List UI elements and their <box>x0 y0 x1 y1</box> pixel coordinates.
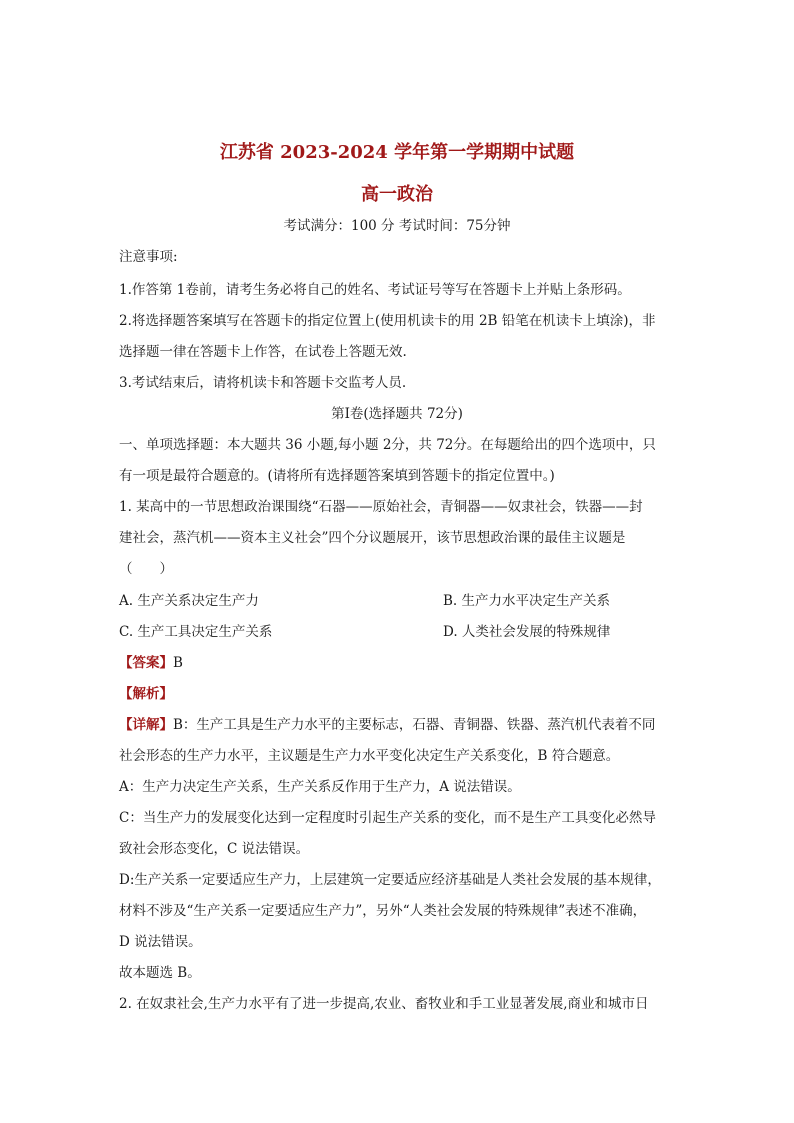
answer-value: B <box>173 655 183 671</box>
section-intro-line-1: 一、单项选择题：本大题共 36 小题,每小题 2分，共 72分。在每题给出的四个选项中，只 <box>119 437 656 453</box>
note-item-2-line-2: 选择题一律在答题卡上作答，在试卷上答题无效. <box>119 344 407 360</box>
q1-c-explanation-line-2: 致社会形态变化，C 说法错误。 <box>119 841 310 857</box>
q1-conclusion: 故本题选 B。 <box>119 965 201 981</box>
q1-stem-line-3: （ ） <box>119 561 173 577</box>
q1-stem-line-2: 建社会，蒸汽机——资本主义社会”四个分议题展开，该节思想政治课的最佳主议题是 <box>119 530 626 546</box>
q1-a-explanation: A：生产力决定生产关系，生产关系反作用于生产力，A 说法错误。 <box>119 779 521 795</box>
q1-answer <box>119 653 679 673</box>
q1-c-explanation-line-1: C：当生产力的发展变化达到一定程度时引起生产关系的变化，而不是生产工具变化必然导 <box>119 810 656 826</box>
q1-stem-line-1: 1. 某高中的一节思想政治课围绕“石器——原始社会，青铜器——奴隶社会，铁器——封 <box>119 499 643 515</box>
exam-title: 江苏省 2023-2024 学年第一学期期中试题 <box>219 142 575 163</box>
q1-option-c: C. 生产工具决定生产关系 <box>119 624 273 640</box>
section-intro-line-2: 有一项是最符合题意的。(请将所有选择题答案填到答题卡的指定位置中。) <box>119 468 555 484</box>
q1-option-b: B. 生产力水平决定生产关系 <box>443 593 611 609</box>
section-title: 第Ⅰ卷(选择题共 72分) <box>331 406 463 422</box>
q1-detail-line-2: 社会形态的生产力水平，主议题是生产力水平变化决定生产关系变化，B 符合题意。 <box>119 748 620 764</box>
analysis-label: 【解析】 <box>119 686 173 702</box>
q1-option-d: D. 人类社会发展的特殊规律 <box>443 624 611 640</box>
q1-option-a: A. 生产关系决定生产力 <box>119 593 259 609</box>
q1-detail-line-1 <box>119 715 679 735</box>
answer-label: 【答案】 <box>119 655 173 671</box>
exam-info: 考试满分：100 分 考试时间：75分钟 <box>283 218 511 234</box>
q1-analysis-heading <box>119 684 679 704</box>
q1-d-explanation-line-1: D:生产关系一定要适应生产力，上层建筑一定要适应经济基础是人类社会发展的基本规律， <box>119 872 661 888</box>
detail-text: B：生产工具是生产力水平的主要标志，石器、青铜器、铁器、蒸汽机代表着不同 <box>173 717 656 733</box>
note-item-2-line-1: 2.将选择题答案填写在答题卡的指定位置上(使用机读卡的用 2B 铅笔在机读卡上填涂)，非 <box>119 313 656 329</box>
notes-heading: 注意事项: <box>119 249 178 265</box>
note-item-3: 3.考试结束后，请将机读卡和答题卡交监考人员. <box>119 375 407 391</box>
q1-d-explanation-line-3: D 说法错误。 <box>119 934 202 950</box>
note-item-1: 1.作答第 1卷前，请考生务必将自己的姓名、考试证号等写在答题卡上并贴上条形码。 <box>119 282 631 298</box>
q1-d-explanation-line-2: 材料不涉及“生产关系一定要适应生产力”，另外“人类社会发展的特殊规律”表述不准确， <box>119 903 647 919</box>
subject-title: 高一政治 <box>361 184 433 205</box>
q2-stem-line-1: 2. 在奴隶社会,生产力水平有了进一步提高,农业、畜牧业和手工业显著发展,商业和城市日 <box>119 996 649 1012</box>
detail-label: 【详解】 <box>119 717 173 733</box>
